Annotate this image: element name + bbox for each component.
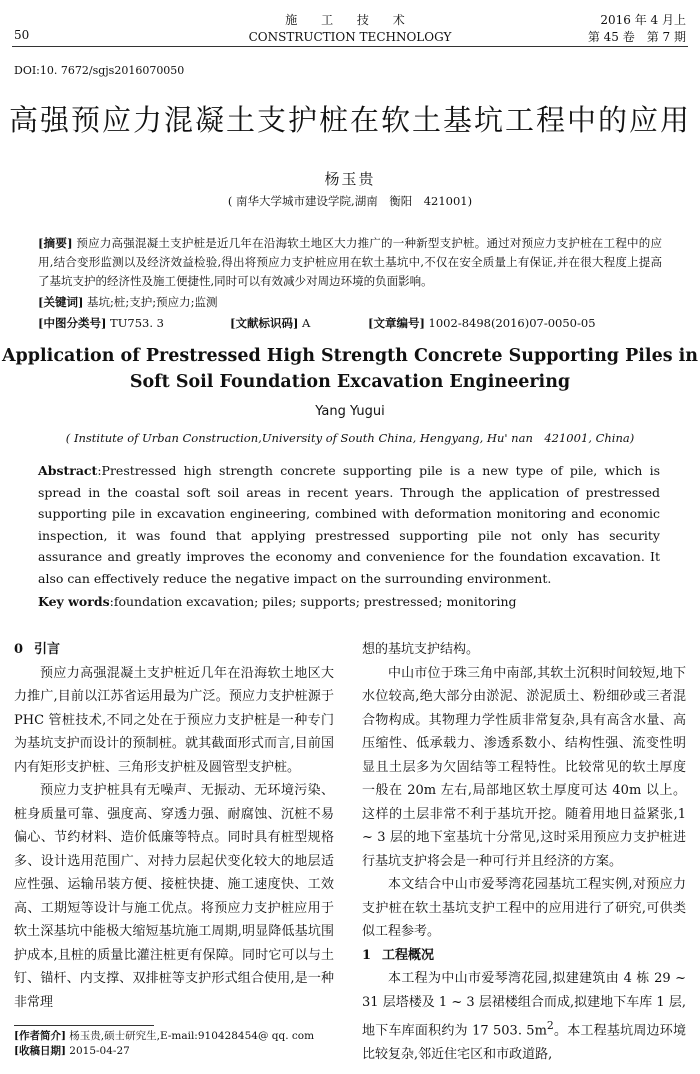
keywords-cn (38, 294, 218, 310)
paragraph: 中山市位于珠三角中南部,其软土沉积时间较短,地下水位较高,绝大部分由淤泥、淤泥质土、粉细砂或三者混合物构成。其物理力学性质非常复杂,具有高含水量、高压缩性、低承载力、渗透系数小、结构性强、流变性明显且土层多为欠固结等工程特性。比较常见的软土厚度一般在 20m 左右,局部地区软土厚度可达 40m 以上。这样的土层非常不利于基坑开挖。随着用地日益紧张,1 ~ 3 层的地下室基坑十分常见,这时采用预应力支护桩进行基坑支护将会是一种可行并且经济的方案。 (362, 665, 686, 869)
affiliation-cn: ( 南华大学城市建设学院,湖南 衡阳 421001) (227, 194, 473, 208)
footnote-received (14, 1044, 314, 1059)
section-number-0: 0 (14, 642, 24, 657)
journal-name-cn: 施 工 技 术 (285, 13, 415, 27)
affiliation-en: ( Institute of Urban Construction,University of South China, Hengyang, Hu' nan 421001, China) (65, 431, 635, 445)
section-heading-1 (362, 944, 686, 968)
abstract-cn-label: [摘要] (38, 236, 73, 250)
keywords-en (38, 594, 517, 609)
doc-code (230, 315, 310, 331)
author-cn: 杨玉贵 (324, 170, 376, 188)
section-title-1: 工程概况 (382, 947, 435, 963)
footnote-received-label: [收稿日期] (14, 1045, 66, 1057)
keywords-cn-text: 基坑;桩;支护;预应力;监测 (87, 295, 218, 309)
title-en (0, 343, 700, 395)
doi: DOI:10. 7672/sgjs2016070050 (14, 64, 185, 77)
doc-value: A (302, 316, 311, 330)
section-heading-0 (14, 638, 334, 662)
keywords-cn-label: [关键词] (38, 295, 84, 309)
article-number (368, 315, 596, 331)
clc-value: TU753. 3 (110, 316, 164, 330)
paragraph: 预应力高强混凝土支护桩近几年在沿海软土地区大力推广,目前以江苏省运用最为广泛。预应力支护桩源于 PHC 管桩技术,不同之处在于预应力支护桩是一种专门为基坑支护而设计的预制桩。就其截面形式而言,目前国内有矩形支护桩、三角形支护桩及圆管型支护桩。 (14, 665, 334, 775)
paragraph: 预应力支护桩具有无噪声、无振动、无环境污染、桩身质量可靠、强度高、穿透力强、耐腐蚀、沉桩不易偏心、节约材料、造价低廉等特点。同时具有桩型规格多、设计选用范围广、对持力层起伏变化较大的地层适应性强、运输吊装方便、接桩快捷、施工速度快、工效高、工期短等设计与施工优点。将预应力支护桩应用于软土深基坑中能极大缩短基坑施工周期,明显降低基坑围护成本,且桩的质量比灌注桩更有保障。同时它可以与土钉、锚杆、内支撑、双排桩等支护形式组合使用,是一种非常理 (14, 783, 334, 1010)
keywords-en-text: :foundation excavation; piles; supports; prestressed; monitoring (109, 594, 517, 609)
page-number: 50 (14, 28, 30, 42)
footnote (14, 1029, 314, 1059)
clc-code (38, 315, 164, 331)
footnote-divider (14, 1025, 154, 1026)
footnote-author-label: [作者简介] (14, 1030, 66, 1042)
paragraph (362, 967, 686, 1066)
paragraph-text: 。本工程基坑周边环境比较复杂,邻近住宅区和市政道路, (362, 1023, 686, 1062)
footnote-received-text: 2015-04-27 (69, 1045, 130, 1057)
clc-label: [中图分类号] (38, 316, 107, 330)
keywords-en-label: Key words (38, 594, 110, 609)
section-title-0: 引言 (34, 642, 61, 657)
title-cn: 高强预应力混凝土支护桩在软土基坑工程中的应用 (8, 103, 691, 137)
title-en-line2: Soft Soil Foundation Excavation Engineering (129, 372, 571, 392)
journal-name-en: CONSTRUCTION TECHNOLOGY (248, 30, 452, 44)
issue-date: 2016 年 4 月上 (600, 13, 686, 27)
section-number-1: 1 (362, 947, 372, 963)
paragraph: 本文结合中山市爱琴湾花园基坑工程实例,对预应力支护桩在软土基坑支护工程中的应用进行了研究,可供类似工程参考。 (362, 877, 686, 939)
body-right-column (362, 638, 686, 1066)
author-en: Yang Yugui (315, 404, 385, 419)
abstract-en-text: :Prestressed high strength concrete supporting pile is a new type of pile, which is spread in the coastal soft soil areas in recent years. Through the application of prestressed supporting pile in excavation engineering, combined with deformation monitoring and economic inspection, it was found that applying prestressed supporting pile not only has security assurance and greatly improves the economy and convenience for the foundation excavation. It also can effectively reduce the negative impact on the surrounding environment. (38, 463, 660, 586)
article-label: [文章编号] (368, 316, 425, 330)
article-value: 1002-8498(2016)07-0050-05 (428, 316, 596, 330)
superscript: 2 (546, 1019, 554, 1032)
paragraph-text: 本工程为中山市爱琴湾花园,拟建建筑由 4 栋 29 ~ 31 层塔楼及 1 ~ 3 层裙楼组合而成,拟建地下车库 1 层,地下车库面积约为 17 503. 5m (362, 971, 686, 1039)
body-left-column (14, 638, 334, 1014)
footnote-author-text: 杨玉贵,硕士研究生,E-mail:910428454@ qq. com (69, 1030, 315, 1042)
abstract-cn (38, 234, 662, 291)
issue-info (588, 12, 686, 46)
volume-issue: 第 45 卷 第 7 期 (587, 30, 686, 44)
abstract-en (38, 460, 660, 589)
paragraph: 想的基坑支护结构。 (362, 642, 480, 657)
abstract-en-label: Abstract (38, 463, 98, 478)
abstract-cn-text: 预应力高强混凝土支护桩是近几年在沿海软土地区大力推广的一种新型支护桩。通过对预应力支护桩在工程中的应用,结合变形监测以及经济效益检验,得出将预应力支护桩应用在软土基坑中,不仅在安全质量上有保证,并在很大程度上提高了基坑支护的经济性及施工便捷性,同时可以有效减少对周边环境的负面影响。 (38, 236, 662, 288)
title-en-line1: Application of Prestressed High Strength Concrete Supporting Piles in (1, 346, 699, 366)
doc-label: [文献标识码] (230, 316, 299, 330)
footnote-author (14, 1029, 314, 1044)
header-divider (12, 46, 688, 47)
